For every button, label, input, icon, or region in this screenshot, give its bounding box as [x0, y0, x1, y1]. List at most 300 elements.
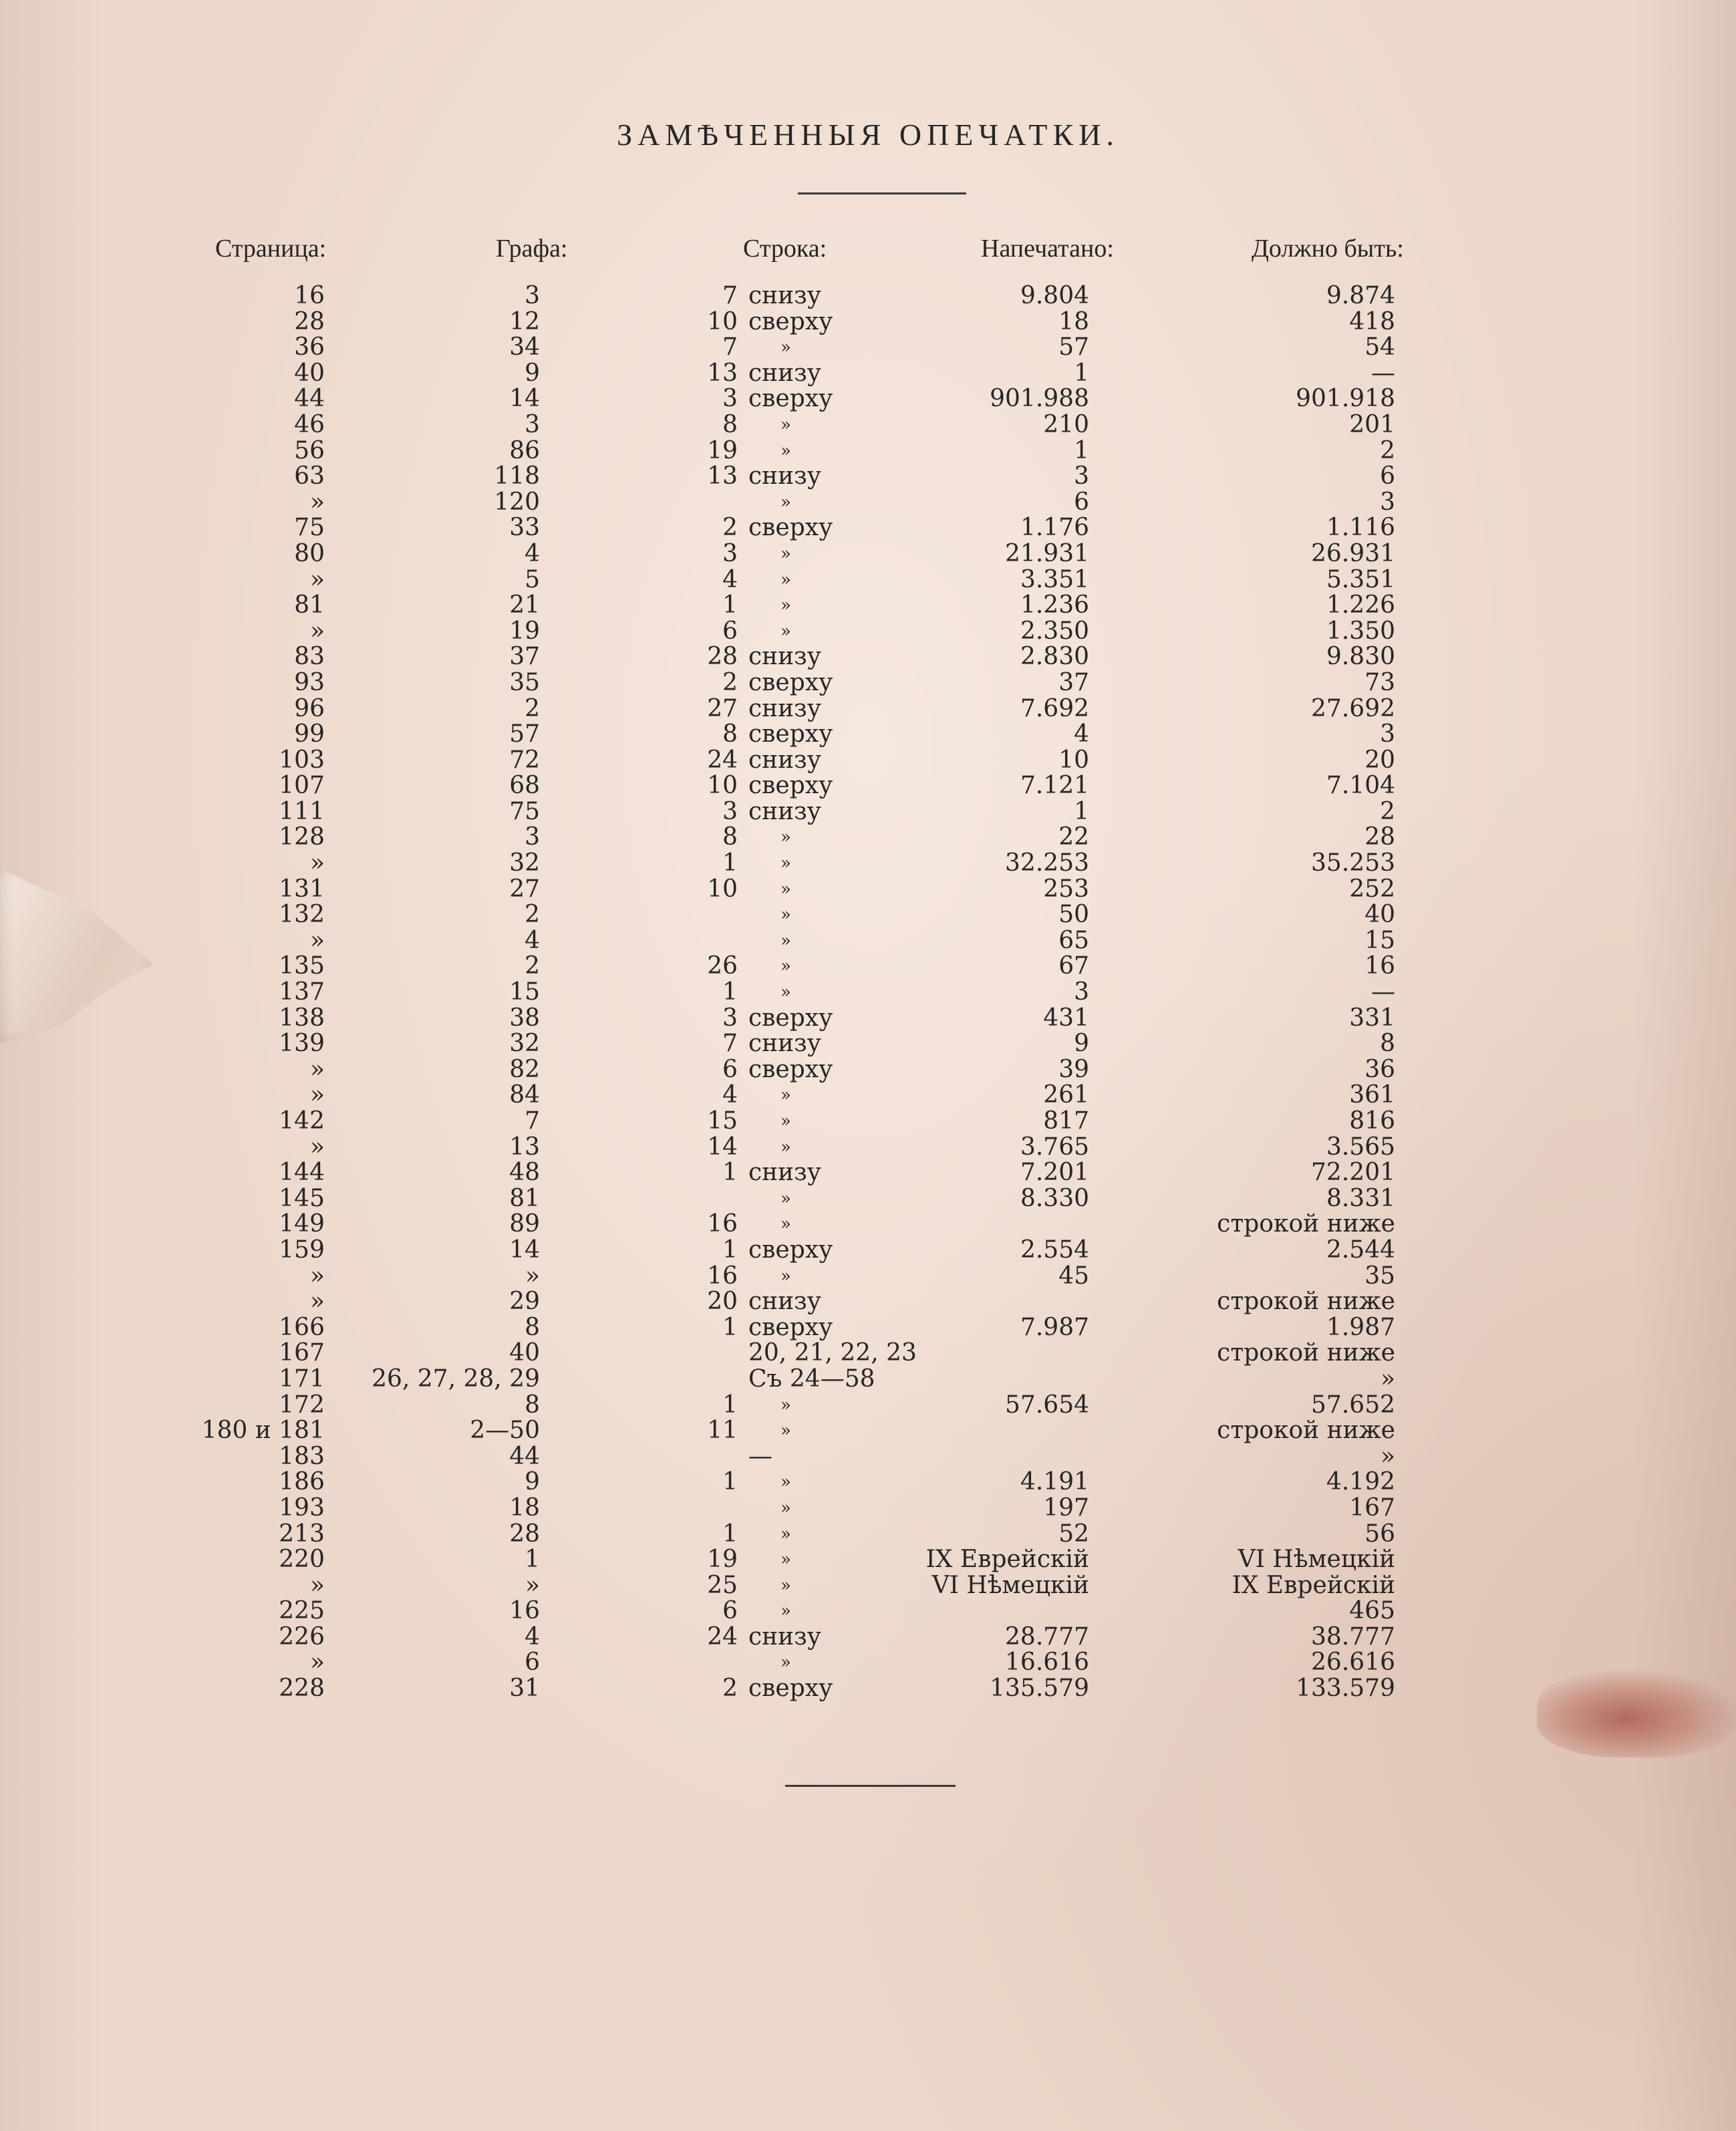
cell-should: » — [1380, 1442, 1395, 1470]
table-row — [0, 722, 1736, 748]
cell-line: 6 — [722, 1055, 738, 1083]
cell-column: 3 — [525, 282, 540, 309]
cell-page: » — [309, 1262, 325, 1290]
cell-line: 15 — [707, 1107, 738, 1135]
errata-table — [0, 283, 1736, 1702]
table-row — [0, 1186, 1736, 1212]
cell-position: снизу — [748, 1622, 821, 1651]
cell-printed: 3.765 — [1020, 1133, 1089, 1161]
cell-should: 1.116 — [1326, 514, 1395, 542]
cell-page: 36 — [294, 333, 325, 362]
cell-should: строкой ниже — [1217, 1339, 1395, 1367]
cell-line: 24 — [707, 746, 738, 774]
cell-column: 2—50 — [470, 1417, 540, 1445]
cell-column: 14 — [509, 1236, 540, 1264]
cell-line: 26 — [707, 952, 738, 980]
cell-should: 1.350 — [1326, 617, 1395, 645]
cell-line: 8 — [722, 410, 738, 438]
cell-printed: 7.692 — [1020, 694, 1089, 722]
cell-column: 57 — [509, 720, 540, 748]
cell-column: 2 — [525, 901, 540, 929]
table-row — [0, 1238, 1736, 1264]
cell-should: строкой ниже — [1217, 1288, 1395, 1316]
cell-position: » — [780, 1575, 791, 1596]
cell-position: снизу — [748, 1288, 821, 1316]
bottom-rule — [785, 1785, 956, 1787]
cell-page: 107 — [279, 772, 325, 800]
table-row — [0, 1315, 1736, 1341]
cell-printed: 45 — [1058, 1262, 1089, 1290]
table-row — [0, 1650, 1736, 1676]
table-row — [0, 1496, 1736, 1522]
cell-position: » — [780, 1111, 791, 1131]
table-row — [0, 464, 1736, 490]
table-row — [0, 1598, 1736, 1624]
cell-should: 201 — [1349, 410, 1395, 438]
cell-position: сверху — [748, 1004, 833, 1032]
cell-printed: 6 — [1074, 488, 1089, 516]
table-row — [0, 1573, 1736, 1599]
table-row — [0, 1006, 1736, 1032]
table-row — [0, 980, 1736, 1006]
cell-position: сверху — [748, 385, 833, 413]
cell-printed: 3 — [1074, 462, 1089, 490]
cell-page: 28 — [294, 307, 325, 335]
cell-should: 15 — [1364, 926, 1395, 954]
cell-position: сверху — [748, 514, 833, 542]
cell-line: 13 — [707, 462, 738, 490]
cell-position: снизу — [748, 282, 821, 309]
cell-page: 63 — [294, 462, 325, 490]
cell-line: 10 — [707, 307, 738, 335]
cell-position: » — [780, 1421, 791, 1441]
cell-printed: 9 — [1074, 1030, 1089, 1058]
cell-page: » — [309, 849, 325, 877]
cell-should: 816 — [1349, 1107, 1395, 1135]
table-row — [0, 1340, 1736, 1367]
cell-page: » — [309, 1133, 325, 1161]
table-row — [0, 928, 1736, 954]
cell-column: 81 — [509, 1184, 540, 1212]
cell-position: сверху — [748, 1313, 833, 1341]
table-row — [0, 748, 1736, 774]
cell-page: 171 — [279, 1365, 325, 1393]
cell-position: сверху — [748, 1236, 833, 1264]
cell-column: 13 — [509, 1133, 540, 1161]
cell-page: 226 — [279, 1622, 325, 1651]
cell-line: 7 — [722, 333, 738, 362]
cell-position: » — [780, 1472, 791, 1493]
cell-page: 172 — [279, 1391, 325, 1419]
cell-page: 144 — [279, 1159, 325, 1187]
header-printed: Напечатано: — [981, 235, 1114, 263]
cell-should: 28 — [1364, 823, 1395, 851]
table-row — [0, 851, 1736, 877]
cell-line: 1 — [722, 1520, 738, 1548]
cell-line: 2 — [722, 514, 738, 542]
cell-position: снизу — [748, 797, 821, 825]
cell-line: 3 — [722, 539, 738, 567]
table-row — [0, 593, 1736, 619]
cell-should: 901.918 — [1296, 385, 1395, 413]
cell-position: сверху — [748, 772, 833, 800]
cell-position: снизу — [748, 643, 821, 671]
cell-should: 54 — [1364, 333, 1395, 362]
cell-column: 4 — [525, 926, 540, 954]
cell-page: 128 — [279, 823, 325, 851]
header-line: Строка: — [743, 235, 827, 263]
cell-line: 16 — [707, 1210, 738, 1238]
cell-column: 21 — [509, 591, 540, 619]
cell-printed: 210 — [1043, 410, 1089, 438]
table-row — [0, 438, 1736, 464]
cell-printed: VI Нѣмецкій — [931, 1571, 1089, 1599]
cell-line: 2 — [722, 668, 738, 696]
table-row — [0, 954, 1736, 980]
cell-page: » — [309, 1649, 325, 1677]
table-row — [0, 490, 1736, 516]
cell-printed: 18 — [1058, 307, 1089, 335]
cell-line: 11 — [707, 1417, 738, 1445]
cell-column: 32 — [509, 1030, 540, 1058]
cell-should: — — [1371, 359, 1395, 387]
cell-should: 331 — [1349, 1004, 1395, 1032]
cell-page: 135 — [279, 952, 325, 980]
cell-position: » — [780, 1550, 791, 1570]
cell-should: 9.830 — [1326, 643, 1395, 671]
cell-position: » — [780, 1395, 791, 1415]
cell-line: 8 — [722, 823, 738, 851]
cell-column: 35 — [509, 668, 540, 696]
table-row — [0, 412, 1736, 438]
cell-page: » — [309, 1571, 325, 1599]
cell-page: » — [309, 926, 325, 954]
cell-position: » — [780, 1188, 791, 1209]
cell-position: сверху — [748, 307, 833, 335]
cell-column: 12 — [509, 307, 540, 335]
table-row — [0, 1444, 1736, 1470]
cell-column: 33 — [509, 514, 540, 542]
table-row — [0, 1083, 1736, 1109]
cell-should: 36 — [1364, 1055, 1395, 1083]
cell-should: 56 — [1364, 1520, 1395, 1548]
cell-printed: 2.554 — [1020, 1236, 1089, 1264]
table-row — [0, 1624, 1736, 1651]
cell-column: 9 — [525, 359, 540, 387]
cell-should: 465 — [1349, 1597, 1395, 1625]
title-rule — [798, 192, 966, 194]
cell-column: 16 — [509, 1597, 540, 1625]
cell-position: снизу — [748, 746, 821, 774]
cell-printed: 1 — [1074, 359, 1089, 387]
cell-page: 56 — [294, 436, 325, 464]
table-row — [0, 1289, 1736, 1315]
cell-printed: 4.191 — [1020, 1468, 1089, 1496]
cell-line: 19 — [707, 1546, 738, 1574]
cell-should: 2 — [1380, 436, 1395, 464]
cell-page: 81 — [294, 591, 325, 619]
cell-line: 1 — [722, 849, 738, 877]
header-should: Должно быть: — [1252, 235, 1404, 263]
cell-position: » — [780, 414, 791, 435]
cell-position: 20, 21, 22, 23 — [748, 1339, 917, 1367]
cell-column: 7 — [525, 1107, 540, 1135]
cell-position: » — [780, 1266, 791, 1286]
cell-column: 34 — [509, 333, 540, 362]
cell-should: 418 — [1349, 307, 1395, 335]
cell-column: 26, 27, 28, 29 — [372, 1365, 540, 1393]
cell-printed: 901.988 — [990, 385, 1089, 413]
cell-page: 225 — [279, 1597, 325, 1625]
cell-position: сверху — [748, 1055, 833, 1083]
cell-line: 1 — [722, 1313, 738, 1341]
cell-position: » — [780, 930, 791, 951]
cell-position: » — [780, 879, 791, 899]
cell-should: 1.987 — [1326, 1313, 1395, 1341]
cell-position: » — [780, 440, 791, 461]
cell-should: 8.331 — [1326, 1184, 1395, 1212]
cell-position: — — [748, 1442, 772, 1470]
cell-page: 96 — [294, 694, 325, 722]
cell-column: 2 — [525, 952, 540, 980]
cell-should: 26.931 — [1311, 539, 1395, 567]
cell-page: 145 — [279, 1184, 325, 1212]
cell-page: 131 — [279, 875, 325, 903]
cell-line: 1 — [722, 1159, 738, 1187]
cell-column: 40 — [509, 1339, 540, 1367]
cell-page: 99 — [294, 720, 325, 748]
cell-printed: 3 — [1074, 978, 1089, 1006]
cell-position: сверху — [748, 1675, 833, 1703]
cell-column: 84 — [509, 1081, 540, 1109]
cell-page: » — [309, 617, 325, 645]
table-row — [0, 361, 1736, 387]
cell-should: строкой ниже — [1217, 1417, 1395, 1445]
cell-page: 44 — [294, 385, 325, 413]
table-header — [0, 234, 1736, 267]
table-row — [0, 825, 1736, 851]
cell-should: 2 — [1380, 797, 1395, 825]
cell-position: сверху — [748, 668, 833, 696]
cell-printed: 3.351 — [1020, 565, 1089, 593]
cell-line: 3 — [722, 385, 738, 413]
cell-printed: 135.579 — [990, 1675, 1089, 1703]
cell-column: 4 — [525, 539, 540, 567]
cell-position: » — [780, 1137, 791, 1157]
cell-printed: 22 — [1058, 823, 1089, 851]
cell-page: 111 — [279, 797, 325, 825]
cell-printed: 52 — [1058, 1520, 1089, 1548]
cell-printed: 32.253 — [1005, 849, 1089, 877]
table-row — [0, 1547, 1736, 1573]
cell-position: Съ 24—58 — [748, 1365, 875, 1393]
cell-printed: 197 — [1043, 1494, 1089, 1522]
cell-printed: 21.931 — [1005, 539, 1089, 567]
cell-column: 28 — [509, 1520, 540, 1548]
cell-page: 142 — [279, 1107, 325, 1135]
cell-position: » — [780, 337, 791, 358]
cell-position: » — [780, 1498, 791, 1518]
table-row — [0, 902, 1736, 928]
cell-should: 3 — [1380, 488, 1395, 516]
cell-page: 46 — [294, 410, 325, 438]
cell-column: 8 — [525, 1313, 540, 1341]
cell-printed: 1.236 — [1020, 591, 1089, 619]
cell-position: снизу — [748, 462, 821, 490]
cell-line: 14 — [707, 1133, 738, 1161]
table-row — [0, 1522, 1736, 1548]
table-row — [0, 1264, 1736, 1290]
cell-line: 10 — [707, 772, 738, 800]
cell-should: 1.226 — [1326, 591, 1395, 619]
cell-line: 2 — [722, 1675, 738, 1703]
cell-printed: 10 — [1058, 746, 1089, 774]
cell-position: » — [780, 853, 791, 874]
cell-line: 4 — [722, 565, 738, 593]
cell-should: 361 — [1349, 1081, 1395, 1109]
cell-page: 138 — [279, 1004, 325, 1032]
header-page: Страница: — [215, 235, 327, 263]
cell-line: 25 — [707, 1571, 738, 1599]
cell-page: 180 и 181 — [201, 1417, 325, 1445]
table-row — [0, 1367, 1736, 1393]
cell-printed: 57.654 — [1005, 1391, 1089, 1419]
cell-page: 103 — [279, 746, 325, 774]
cell-should: 167 — [1349, 1494, 1395, 1522]
cell-printed: 8.330 — [1020, 1184, 1089, 1212]
table-row — [0, 386, 1736, 412]
cell-printed: 67 — [1058, 952, 1089, 980]
table-row — [0, 283, 1736, 309]
cell-printed: 1.176 — [1020, 514, 1089, 542]
cell-column: 29 — [509, 1288, 540, 1316]
cell-line: 13 — [707, 359, 738, 387]
cell-should: 8 — [1380, 1030, 1395, 1058]
cell-printed: 28.777 — [1005, 1622, 1089, 1651]
cell-position: » — [780, 982, 791, 1003]
cell-printed: 39 — [1058, 1055, 1089, 1083]
cell-should: 73 — [1364, 668, 1395, 696]
cell-column: 27 — [509, 875, 540, 903]
cell-line: 19 — [707, 436, 738, 464]
cell-printed: 37 — [1058, 668, 1089, 696]
cell-printed: 16.616 — [1005, 1649, 1089, 1677]
cell-page: 149 — [279, 1210, 325, 1238]
cell-column: » — [525, 1571, 540, 1599]
cell-position: » — [780, 1085, 791, 1106]
cell-printed: 1 — [1074, 797, 1089, 825]
table-row — [0, 799, 1736, 825]
cell-page: 40 — [294, 359, 325, 387]
cell-position: » — [780, 1601, 791, 1622]
cell-page: 93 — [294, 668, 325, 696]
cell-line: 4 — [722, 1081, 738, 1109]
cell-printed: 50 — [1058, 901, 1089, 929]
cell-page: 139 — [279, 1030, 325, 1058]
cell-should: 57.652 — [1311, 1391, 1395, 1419]
table-row — [0, 515, 1736, 541]
table-row — [0, 1135, 1736, 1161]
table-row — [0, 1031, 1736, 1057]
cell-should: 38.777 — [1311, 1622, 1395, 1651]
cell-printed: 7.987 — [1020, 1313, 1089, 1341]
cell-page: 83 — [294, 643, 325, 671]
cell-position: » — [780, 569, 791, 590]
cell-position: » — [780, 956, 791, 977]
cell-column: 1 — [525, 1546, 540, 1574]
table-row — [0, 1393, 1736, 1419]
cell-should: 2.544 — [1326, 1236, 1395, 1264]
cell-page: » — [309, 1055, 325, 1083]
cell-should: IX Еврейскій — [1232, 1571, 1395, 1599]
cell-should: 16 — [1364, 952, 1395, 980]
cell-should: » — [1380, 1365, 1395, 1393]
cell-column: 18 — [509, 1494, 540, 1522]
cell-should: 9.874 — [1326, 282, 1395, 309]
cell-position: » — [780, 1214, 791, 1235]
cell-line: 3 — [722, 797, 738, 825]
cell-page: » — [309, 565, 325, 593]
cell-line: 1 — [722, 591, 738, 619]
table-row — [0, 644, 1736, 670]
cell-should: 3.565 — [1326, 1133, 1395, 1161]
cell-column: » — [525, 1262, 540, 1290]
cell-position: » — [780, 621, 791, 642]
cell-page: 186 — [279, 1468, 325, 1496]
cell-printed: 817 — [1043, 1107, 1089, 1135]
cell-printed: 7.121 — [1020, 772, 1089, 800]
cell-position: » — [780, 827, 791, 848]
table-row — [0, 1212, 1736, 1238]
cell-should: 35 — [1364, 1262, 1395, 1290]
cell-should: строкой ниже — [1217, 1210, 1395, 1238]
cell-column: 118 — [494, 462, 540, 490]
cell-column: 31 — [509, 1675, 540, 1703]
cell-column: 14 — [509, 385, 540, 413]
cell-line: 1 — [722, 1468, 738, 1496]
cell-should: 35.253 — [1311, 849, 1395, 877]
cell-line: 7 — [722, 1030, 738, 1058]
cell-printed: 7.201 — [1020, 1159, 1089, 1187]
cell-page: » — [309, 1081, 325, 1109]
cell-page: 166 — [279, 1313, 325, 1341]
cell-should: — — [1371, 978, 1395, 1006]
cell-page: 183 — [279, 1442, 325, 1470]
cell-printed: 4 — [1074, 720, 1089, 748]
cell-should: 6 — [1380, 462, 1395, 490]
cell-column: 15 — [509, 978, 540, 1006]
cell-position: снизу — [748, 1030, 821, 1058]
table-row — [0, 335, 1736, 361]
cell-column: 86 — [509, 436, 540, 464]
cell-column: 48 — [509, 1159, 540, 1187]
table-row — [0, 1418, 1736, 1444]
cell-column: 19 — [509, 617, 540, 645]
cell-position: сверху — [748, 720, 833, 748]
table-row — [0, 619, 1736, 645]
cell-should: 40 — [1364, 901, 1395, 929]
cell-printed: 9.804 — [1020, 282, 1089, 309]
cell-should: 27.692 — [1311, 694, 1395, 722]
cell-position: » — [780, 1653, 791, 1673]
cell-column: 37 — [509, 643, 540, 671]
table-row — [0, 877, 1736, 903]
cell-line: 10 — [707, 875, 738, 903]
cell-line: 28 — [707, 643, 738, 671]
cell-page: 16 — [294, 282, 325, 309]
cell-should: 4.192 — [1326, 1468, 1395, 1496]
cell-line: 16 — [707, 1262, 738, 1290]
